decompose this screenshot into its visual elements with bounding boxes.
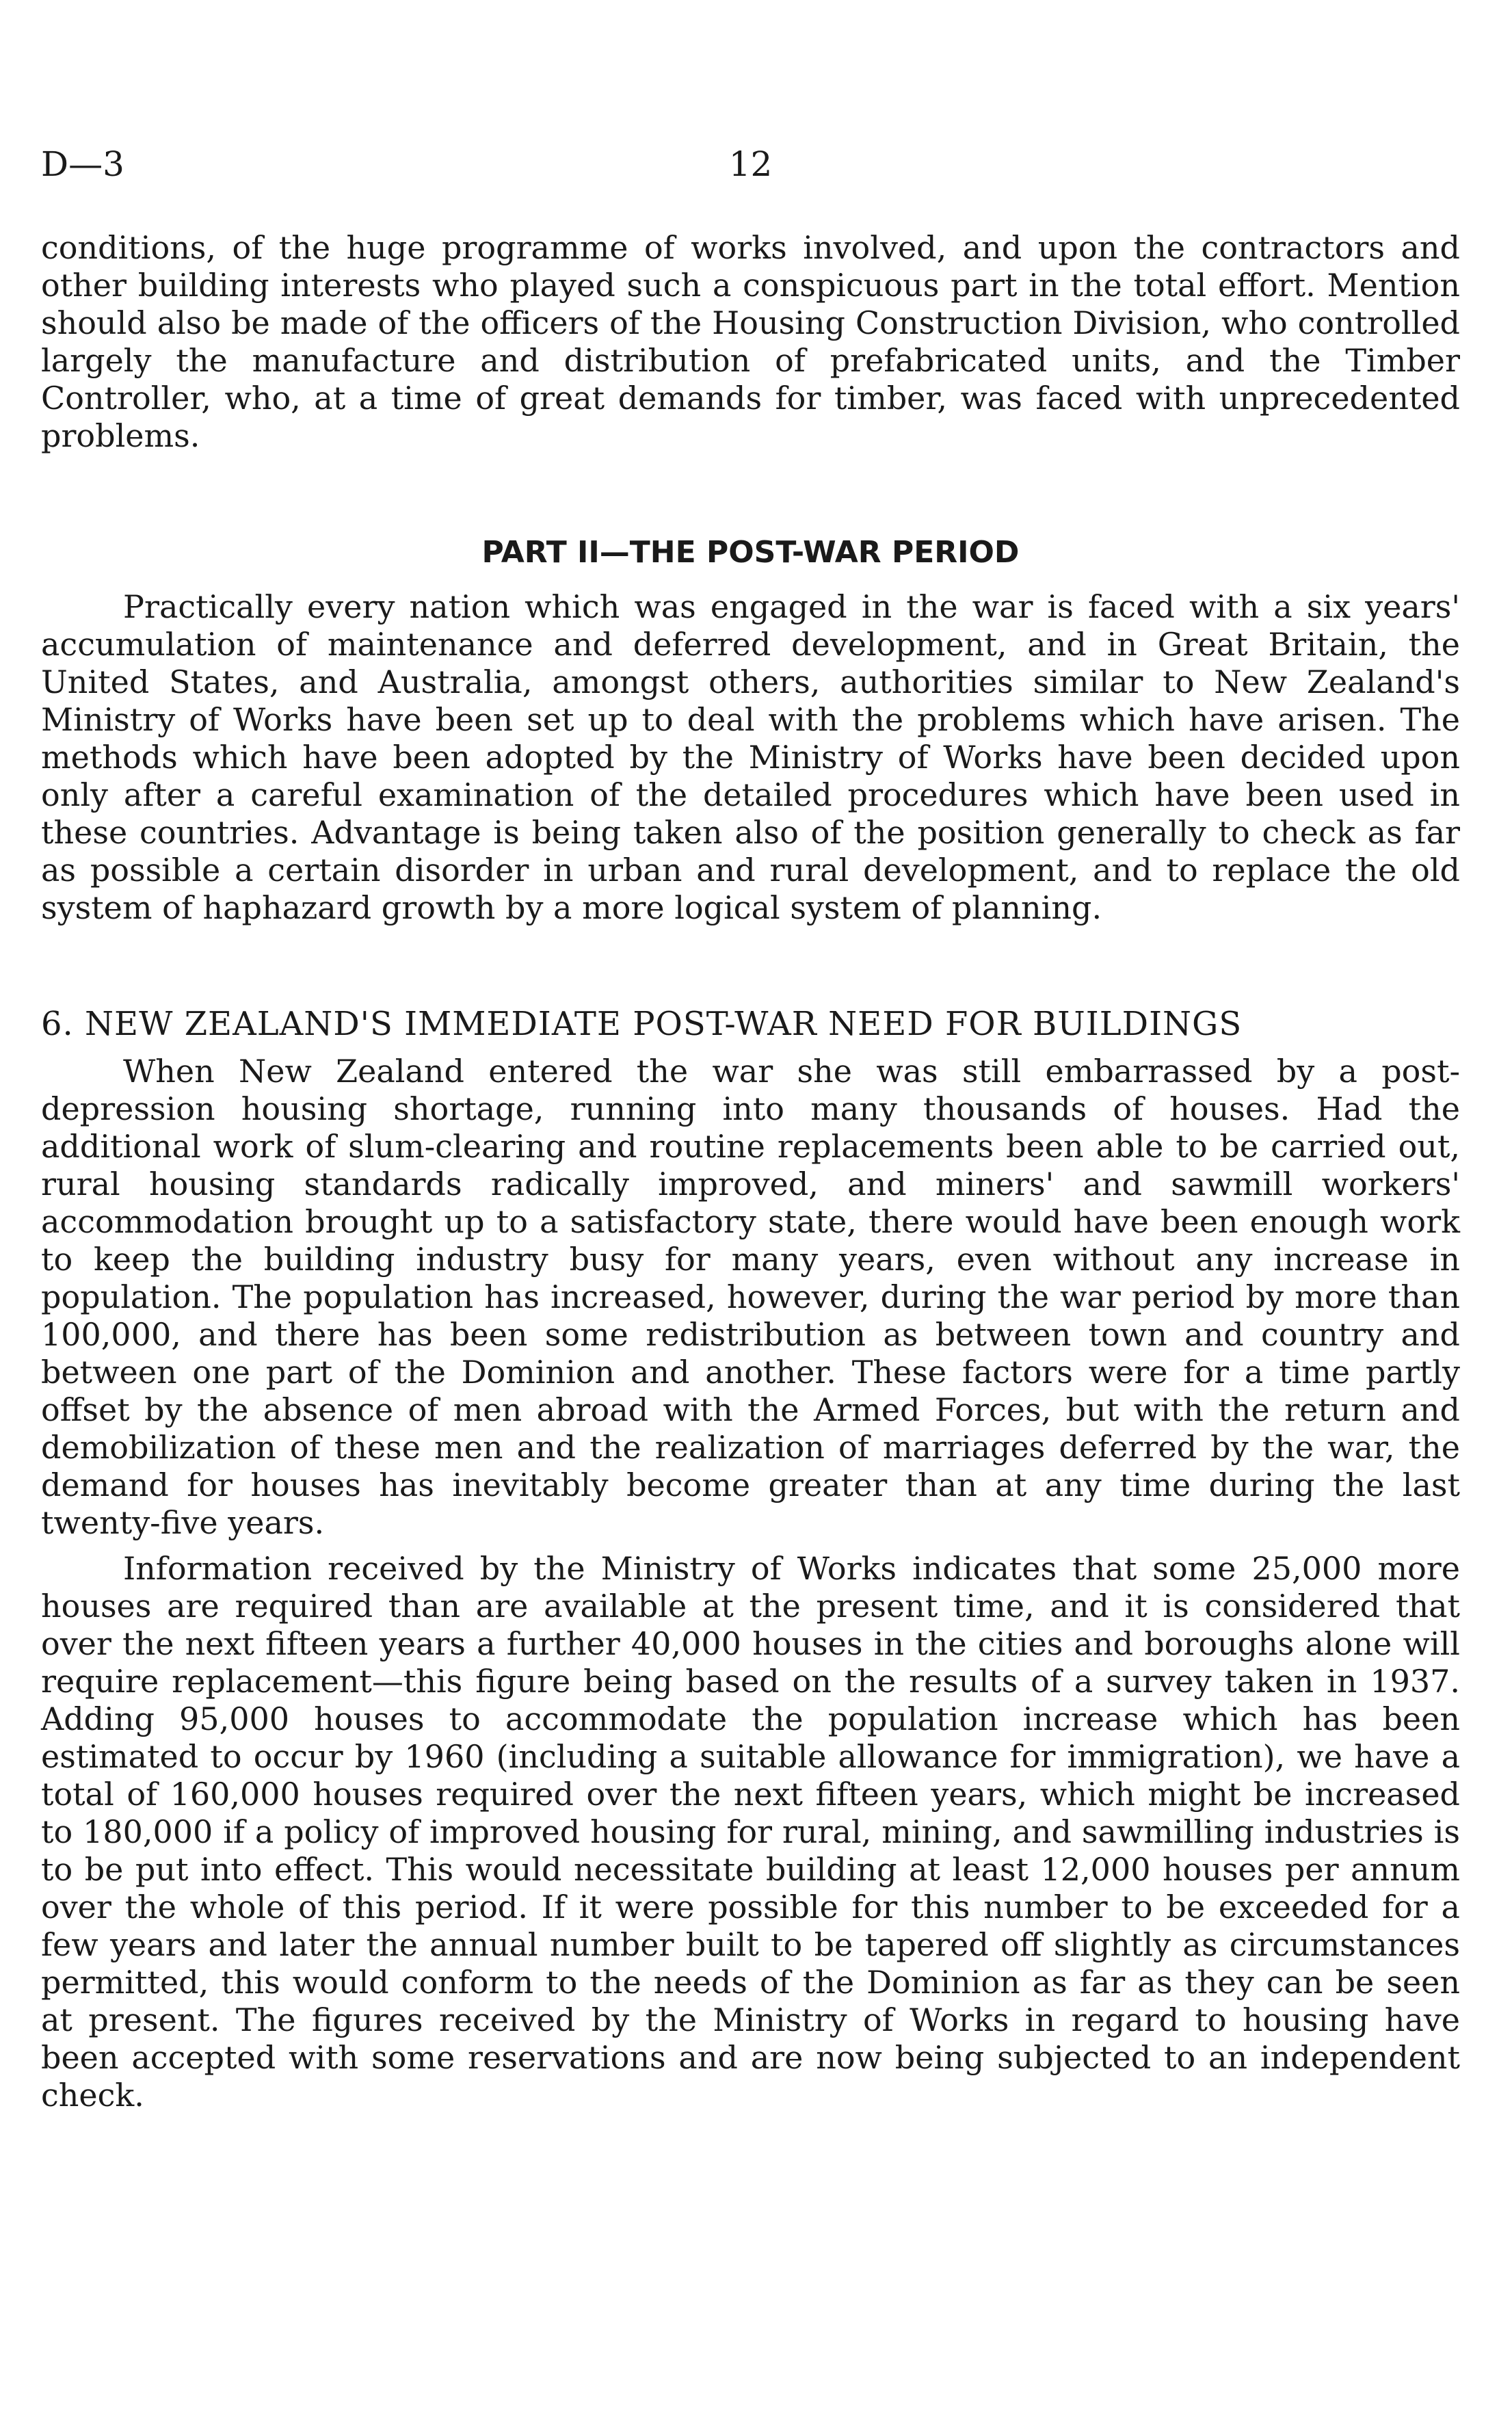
part-heading: PART II—THE POST-WAR PERIOD <box>481 535 1020 570</box>
section-paragraph-1: When New Zealand entered the war she was still embarrassed by a post-depression housing shortage, running into many thousands of houses. Had the additional work of slum-clearing and routine replacements been able to be carried out, rural housing standards radically improved, and miners' and sawmill workers' accommodation brought up to a satisfactory state, there would have been enough work to keep the building industry busy for many years, even without any increase in population. The population has increased, however, during the war period by more than 100,000, and there has been some redistribution as between town and country and between one part of the Dominion and another. These factors were for a time partly offset by the absence of men abroad with the Armed Forces, but with the return and demobilization of these men and the realization of marriages deferred by the war, the demand for houses has inevitably become greater than at any time during the last twenty-five years. <box>41 1053 1460 1541</box>
document-reference: D—3 <box>41 144 124 184</box>
page-body <box>41 229 1460 2114</box>
page-header <box>41 140 1460 188</box>
section-paragraph-2: Information received by the Ministry of Works indicates that some 25,000 more houses are required than are available at the present time, and it is considered that over the next fifteen years a further 40,000 houses in the cities and boroughs alone will require replacement—this figure being based on the results of a survey taken in 1937. Adding 95,000 houses to accommodate the population increase which has been estimated to occur by 1960 (including a suitable allowance for immigration), we have a total of 160,000 houses required over the next fifteen years, which might be increased to 180,000 if a policy of improved housing for rural, mining, and sawmilling industries is to be put into effect. This would necessitate building at least 12,000 houses per annum over the whole of this period. If it were possible for this number to be exceeded for a few years and later the annual number built to be tapered off slightly as circumstances permitted, this would conform to the needs of the Dominion as far as they can be seen at present. The figures received by the Ministry of Works in regard to housing have been accepted with some reservations and are now being subjected to an independent check. <box>41 1550 1460 2114</box>
continuation-paragraph: conditions, of the huge programme of works involved, and upon the contractors and other building interests who played such a conspicuous part in the total effort. Mention should also be made of the officers of the Housing Construction Division, who controlled largely the manufacture and distribution of prefabricated units, and the Timber Controller, who, at a time of great demands for timber, was faced with unprecedented problems. <box>41 229 1460 454</box>
part-intro-paragraph: Practically every nation which was engaged in the war is faced with a six years' accumulation of maintenance and deferred development, and in Great Britain, the United States, and Australia, amongst others, authorities similar to New Zealand's Ministry of Works have been set up to deal with the problems which have arisen. The methods which have been adopted by the Ministry of Works have been decided upon only after a careful examination of the detailed procedures which have been used in these countries. Advantage is being taken also of the position generally to check as far as possible a certain disorder in urban and rural development, and to replace the old system of haphazard growth by a more logical system of planning. <box>41 588 1460 926</box>
page-number: 12 <box>728 144 773 184</box>
section-heading: 6. NEW ZEALAND'S IMMEDIATE POST-WAR NEED FOR BUILDINGS <box>41 1005 1243 1043</box>
